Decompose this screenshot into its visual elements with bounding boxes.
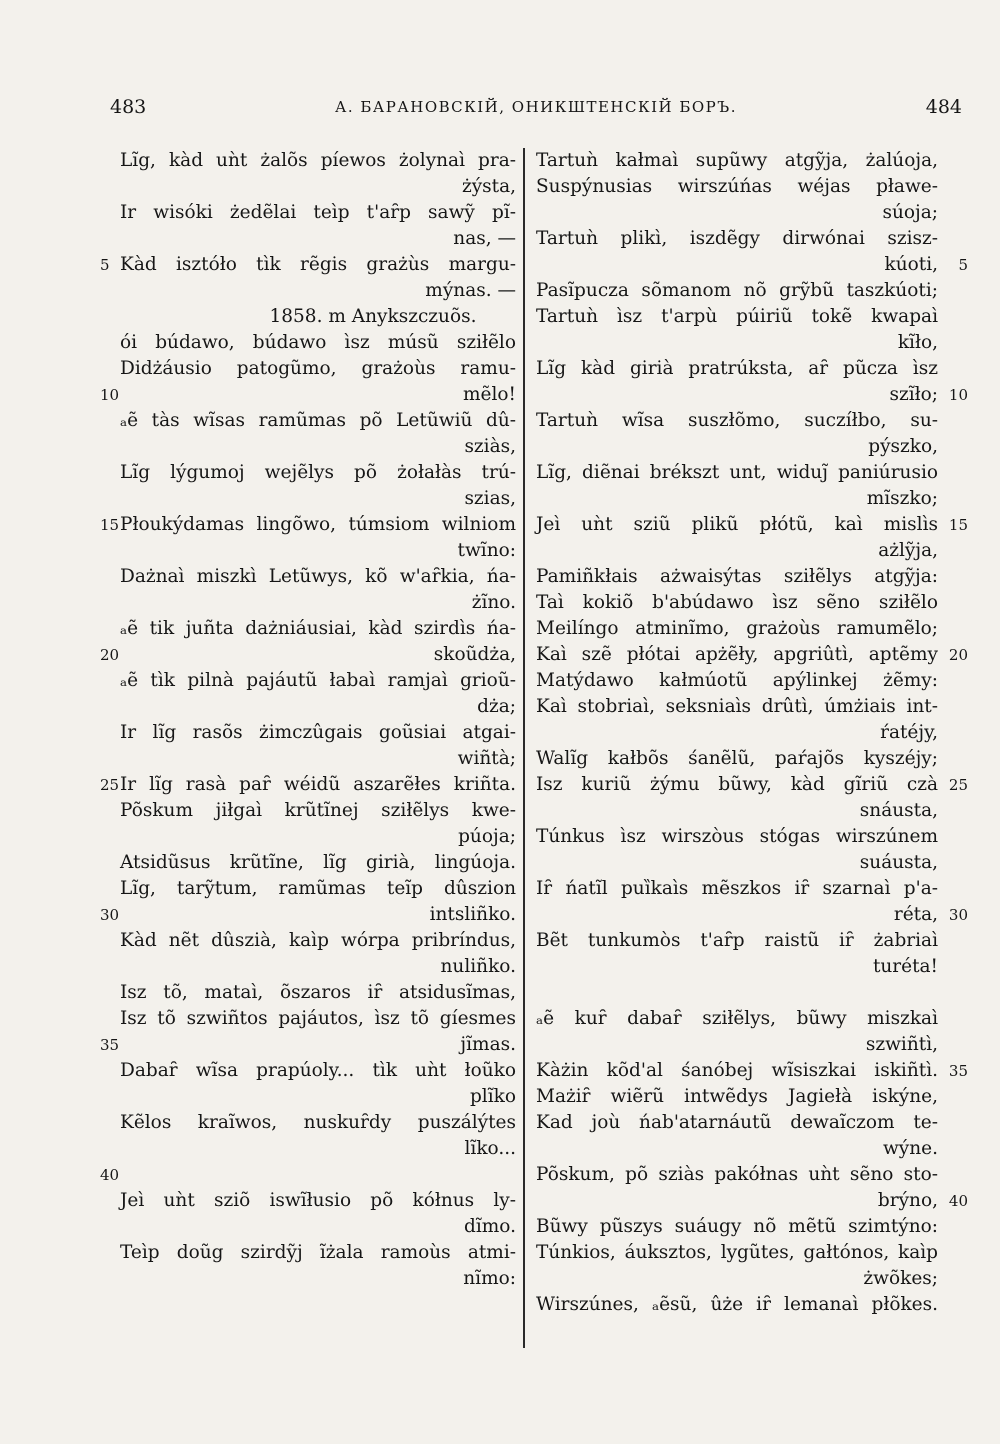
- left-verse-text: nuliñko.: [440, 956, 516, 977]
- left-verse-text: jĩmas.: [460, 1034, 516, 1055]
- left-verse-text: wiñtà;: [457, 748, 516, 769]
- left-verse-line: [120, 460, 516, 486]
- left-verse-text: ₐẽ tìk pilnà pajáutũ łabaì ramjaì grioũ-: [120, 670, 516, 691]
- left-verse-text: púoja;: [458, 826, 516, 847]
- right-verse-text: szwiñtì,: [865, 1034, 938, 1055]
- right-verse-line: [536, 746, 938, 772]
- left-verse-line: [120, 304, 516, 330]
- right-verse-line: [536, 174, 938, 200]
- right-verse-text: Lĩg, diẽnai brékszt unt, widuj̃ paniúrusio: [536, 462, 938, 483]
- left-verse-text: Kàd isztóło tìk rẽgis grażùs margu-: [120, 254, 516, 275]
- left-verse-line: [120, 746, 516, 772]
- right-line-number: 25: [948, 776, 968, 794]
- right-line-number: 35: [948, 1062, 968, 1080]
- left-verse-text: sziàs,: [464, 436, 516, 457]
- left-verse-line: [120, 798, 516, 824]
- running-title: А. БАРАНОВСКІЙ, ОНИКШТЕНСКІЙ БОРЪ.: [335, 98, 737, 116]
- right-verse-line: [536, 980, 938, 1006]
- left-line-number: 5: [100, 256, 110, 274]
- left-verse-line: [120, 174, 516, 200]
- right-verse-line: [536, 1110, 938, 1136]
- left-verse-text: nas, —: [453, 228, 516, 249]
- right-verse-text: Meilíngo atminĩmo, grażoùs ramumẽlo;: [536, 618, 938, 639]
- right-verse-text: réta,: [893, 904, 938, 925]
- right-verse-line: [536, 1162, 938, 1188]
- right-verse-line: [536, 382, 968, 408]
- right-verse-text: Túnkios, áuksztos, lygũtes, gałtónos, kaìp: [536, 1242, 938, 1263]
- right-verse-text: Kad joù ńab'atarnáutũ dewaĩczom te-: [536, 1112, 938, 1133]
- left-verse-line: [120, 1136, 516, 1162]
- left-verse-line: [100, 1162, 516, 1188]
- left-verse-text: ₐẽ tàs wĩsas ramũmas põ Letũwiũ dû-: [120, 410, 516, 431]
- left-verse-text: plĩko: [469, 1086, 516, 1107]
- right-verse-line: [536, 1240, 938, 1266]
- right-column: [536, 148, 968, 1318]
- left-verse-line: [120, 148, 516, 174]
- right-verse-text: mĩszko;: [866, 488, 938, 509]
- right-verse-text: Pasĩpucza sõmanom nõ grỹbũ taszkúoti;: [536, 280, 938, 301]
- left-verse-line: [120, 1058, 516, 1084]
- right-verse-line: [536, 1188, 968, 1214]
- right-verse-line: [536, 434, 938, 460]
- left-verse-text: skoũdża,: [433, 644, 516, 665]
- right-verse-text: Kaì szẽ płótai apżẽły, apgriûtì, aptẽmy: [536, 644, 938, 665]
- left-verse-text: intsliñko.: [429, 904, 516, 925]
- right-verse-line: [536, 668, 938, 694]
- right-verse-line: [536, 876, 938, 902]
- right-verse-text: Kaì stobriaì, seksniaìs drûtì, úmżiais int-: [536, 696, 938, 717]
- right-verse-text: Taì kokiõ b'abúdawo ìsz sẽno sziłẽlo: [536, 592, 938, 613]
- right-verse-text: Iȓ ńatĩl puȉkaìs mẽszkos iȓ szarnaì p'a-: [536, 878, 938, 899]
- left-verse-line: [120, 1110, 516, 1136]
- left-verse-text: Didżáusio patogũmo, grażoùs ramu-: [120, 358, 516, 379]
- right-verse-text: szĩło;: [889, 384, 938, 405]
- left-verse-text: mýnas. —: [425, 280, 516, 301]
- right-verse-line: [536, 720, 938, 746]
- right-verse-line: [536, 850, 938, 876]
- right-verse-line: [536, 512, 968, 538]
- right-verse-text: kĩło,: [897, 332, 938, 353]
- left-verse-text: Lĩg, kàd uǹt żalõs píewos żolynaì pra-: [120, 150, 516, 171]
- right-verse-line: [536, 1084, 938, 1110]
- page-number-right: 484: [925, 96, 962, 118]
- left-verse-line: [120, 538, 516, 564]
- right-verse-line: [536, 538, 938, 564]
- left-verse-line: [120, 356, 516, 382]
- left-verse-line: [120, 1214, 516, 1240]
- right-verse-text: Tartuǹ ìsz t'arpù púiriũ tokẽ kwapaì: [536, 306, 938, 327]
- left-verse-line: [120, 1084, 516, 1110]
- left-verse-line: [120, 1240, 516, 1266]
- left-verse-text: Isz tõ, mataì, õszaros iȓ atsidusĩmas,: [120, 982, 516, 1003]
- left-verse-text: mẽlo!: [463, 384, 516, 405]
- left-verse-text: żýsta,: [461, 176, 516, 197]
- right-verse-text: Túnkus ìsz wirszòus stógas wirszúnem: [536, 826, 938, 847]
- left-verse-line: [120, 590, 516, 616]
- left-line-number: 30: [100, 906, 120, 924]
- left-verse-text: ói búdawo, búdawo ìsz músũ sziłẽlo: [120, 332, 516, 353]
- right-verse-line: [536, 278, 938, 304]
- left-verse-line: [120, 486, 516, 512]
- left-line-number: 35: [100, 1036, 120, 1054]
- left-verse-text: dża;: [477, 696, 516, 717]
- right-verse-text: Tartuǹ plikì, iszdẽgy dirwónai szisz-: [536, 228, 938, 249]
- right-verse-text: Walĩg kałbõs śanẽlũ, paŕajõs kyszéjy;: [536, 748, 938, 769]
- left-verse-text: Põskum jiłgaì krũtĩnej sziłẽlys kwe-: [120, 800, 516, 821]
- right-verse-text: Pamiñkłais ażwaisýtas sziłẽlys atgỹja:: [536, 566, 938, 587]
- left-verse-line: [100, 1032, 516, 1058]
- right-verse-line: [536, 824, 938, 850]
- right-verse-line: [536, 252, 968, 278]
- right-verse-line: [536, 486, 938, 512]
- page-header: [110, 96, 962, 130]
- left-verse-text: Lĩg lýgumoj wejẽlys põ żołałàs trú-: [120, 462, 516, 483]
- right-verse-text: suáusta,: [859, 852, 938, 873]
- left-verse-line: [120, 720, 516, 746]
- right-verse-line: [536, 616, 938, 642]
- right-verse-line: [536, 356, 938, 382]
- right-line-number: 30: [948, 906, 968, 924]
- left-verse-line: [120, 694, 516, 720]
- right-line-number: 15: [948, 516, 968, 534]
- left-verse-line: [120, 954, 516, 980]
- right-verse-line: [536, 1058, 968, 1084]
- left-verse-text: Ir lĩg rasõs żimczûgais goũsiai atgai-: [120, 722, 516, 743]
- left-verse-line: [100, 902, 516, 928]
- left-verse-text: szias,: [464, 488, 516, 509]
- right-verse-line: [536, 330, 938, 356]
- page-number-left: 483: [110, 96, 147, 118]
- left-verse-line: [120, 980, 516, 1006]
- right-verse-line: [536, 148, 938, 174]
- right-verse-text: turéta!: [872, 956, 938, 977]
- left-verse-line: [120, 330, 516, 356]
- right-verse-text: Matýdawo kałmúotũ apýlinkej żẽmy:: [536, 670, 938, 691]
- left-verse-line: [120, 434, 516, 460]
- right-line-number: 20: [948, 646, 968, 664]
- left-verse-text: lĩko...: [464, 1138, 516, 1159]
- right-verse-text: żwõkes;: [863, 1268, 938, 1289]
- left-line-number: 15: [100, 516, 120, 534]
- right-verse-text: ₐẽ kuȓ dabaȓ sziłẽlys, bũwy miszkaì: [536, 1008, 938, 1029]
- right-verse-line: [536, 1136, 938, 1162]
- right-verse-text: Jeì uǹt sziũ plikũ płótũ, kaì mislìs: [536, 514, 938, 535]
- left-verse-line: [100, 382, 516, 408]
- left-verse-text: Isz tõ szwiñtos pajáutos, ìsz tõ gíesmes: [120, 1008, 516, 1029]
- left-verse-line: [120, 200, 516, 226]
- right-verse-line: [536, 1214, 938, 1240]
- right-verse-line: [536, 642, 968, 668]
- right-verse-line: [536, 304, 938, 330]
- left-verse-line: [100, 772, 516, 798]
- right-verse-text: Bũwy pũszys suáugy nõ mẽtũ szimtýno:: [536, 1216, 938, 1237]
- left-verse-line: [120, 616, 516, 642]
- left-line-number: 10: [100, 386, 120, 404]
- right-verse-text: kúoti,: [884, 254, 938, 275]
- left-verse-line: [120, 226, 516, 252]
- left-verse-text: nĩmo:: [463, 1268, 516, 1289]
- left-verse-line: [100, 512, 516, 538]
- left-verse-text: Ir lĩg rasà paȓ wéidũ aszarẽłes kriñta.: [120, 774, 516, 795]
- left-verse-text: Dażnaì miszkì Letũwys, kõ w'aȓkia, ńa-: [120, 566, 516, 587]
- left-verse-text: Dabaȓ wĩsa prapúoly... tìk uǹt łoũko: [120, 1060, 516, 1081]
- right-verse-line: [536, 1032, 938, 1058]
- right-verse-line: [536, 200, 938, 226]
- right-verse-line: [536, 226, 938, 252]
- right-verse-line: [536, 694, 938, 720]
- right-verse-text: Isz kuriũ żýmu bũwy, kàd gĩriũ czà: [536, 774, 938, 795]
- left-verse-text: Teìp doũg szirdỹj ĩżala ramoùs atmi-: [120, 1242, 516, 1263]
- left-verse-line: [120, 668, 516, 694]
- left-verse-line: [120, 564, 516, 590]
- right-verse-line: [536, 928, 938, 954]
- right-line-number: 5: [958, 256, 968, 274]
- right-verse-text: brýno,: [877, 1190, 938, 1211]
- right-verse-text: Tartuǹ kałmaì supũwy atgỹja, żalúoja,: [536, 150, 938, 171]
- left-line-number: 20: [100, 646, 120, 664]
- right-verse-line: [536, 902, 968, 928]
- right-verse-line: [536, 798, 938, 824]
- left-verse-line: [120, 928, 516, 954]
- left-verse-line: [120, 850, 516, 876]
- right-verse-text: Mażiȓ wiẽrũ intwẽdys Jagiełà iskýne,: [536, 1086, 938, 1107]
- right-verse-line: [536, 954, 938, 980]
- left-verse-line: [120, 1266, 516, 1292]
- left-column: [100, 148, 516, 1292]
- right-verse-line: [536, 408, 938, 434]
- left-verse-text: Kàd nẽt dûszià, kaìp wórpa pribríndus,: [120, 930, 516, 951]
- left-verse-text: Ir wisóki żedẽlai teìp t'aȓp sawỹ pĩ-: [120, 202, 516, 223]
- left-verse-line: [120, 278, 516, 304]
- right-verse-text: súoja;: [882, 202, 938, 223]
- right-line-number: 40: [948, 1192, 968, 1210]
- left-line-number: 40: [100, 1166, 120, 1184]
- left-verse-text: dĩmo.: [464, 1216, 516, 1237]
- left-verse-text: ₐẽ tik juñta dażniáusiai, kàd szirdìs ńa-: [120, 618, 516, 639]
- right-verse-text: Bẽt tunkumòs t'aȓp raistũ iȓ żabriaì: [536, 930, 938, 951]
- right-verse-line: [536, 1006, 938, 1032]
- right-verse-line: [536, 1292, 938, 1318]
- right-verse-line: [536, 564, 938, 590]
- right-verse-text: Lĩg kàd girià pratrúksta, aȓ pũcza ìsz: [536, 358, 938, 379]
- left-verse-line: [100, 252, 516, 278]
- right-verse-text: snáusta,: [859, 800, 938, 821]
- left-line-number: 25: [100, 776, 120, 794]
- right-verse-text: Suspýnusias wirszúńas wéjas pławe-: [536, 176, 938, 197]
- left-verse-line: [120, 876, 516, 902]
- left-verse-line: [120, 408, 516, 434]
- right-verse-text: ŕatéjy,: [880, 722, 938, 743]
- right-verse-text: Tartuǹ wĩsa suszłõmo, suczíłbo, su-: [536, 410, 938, 431]
- right-line-number: 10: [948, 386, 968, 404]
- left-verse-line: [120, 824, 516, 850]
- left-verse-line: [120, 1188, 516, 1214]
- left-verse-text: żĩno.: [471, 592, 516, 613]
- column-divider: [523, 148, 525, 1348]
- left-verse-text: Jeì uǹt sziõ iswĩłusio põ kółnus ly-: [120, 1190, 516, 1211]
- left-verse-text: Lĩg, tarỹtum, ramũmas teĩp dûszion: [120, 878, 516, 899]
- left-verse-line: [120, 1006, 516, 1032]
- right-verse-line: [536, 460, 938, 486]
- right-verse-text: Wirszúnes, ₐẽsũ, ûże iȓ lemanaì płõkes.: [536, 1294, 938, 1315]
- left-verse-text: 1858. m Anykszczuõs.: [269, 306, 477, 327]
- left-verse-text: Kẽlos kraĩwos, nuskuȓdy puszálýtes: [120, 1112, 516, 1133]
- left-verse-line: [100, 642, 516, 668]
- right-verse-line: [536, 772, 968, 798]
- right-verse-line: [536, 590, 938, 616]
- right-verse-text: ażlỹja,: [878, 540, 938, 561]
- right-verse-text: wýne.: [882, 1138, 938, 1159]
- left-verse-text: Atsidũsus krũtĩne, lĩg girià, lingúoja.: [120, 852, 516, 873]
- left-verse-text: Płoukýdamas lingõwo, túmsiom wilniom: [120, 514, 516, 535]
- right-verse-text: Kàżin kõd'al śanóbej wĩsiszkai iskiñtì.: [536, 1060, 938, 1081]
- left-verse-text: twĩno:: [457, 540, 516, 561]
- right-verse-text: pýszko,: [868, 436, 938, 457]
- right-verse-line: [536, 1266, 938, 1292]
- right-verse-text: Põskum, põ sziàs pakółnas uǹt sẽno sto-: [536, 1164, 938, 1185]
